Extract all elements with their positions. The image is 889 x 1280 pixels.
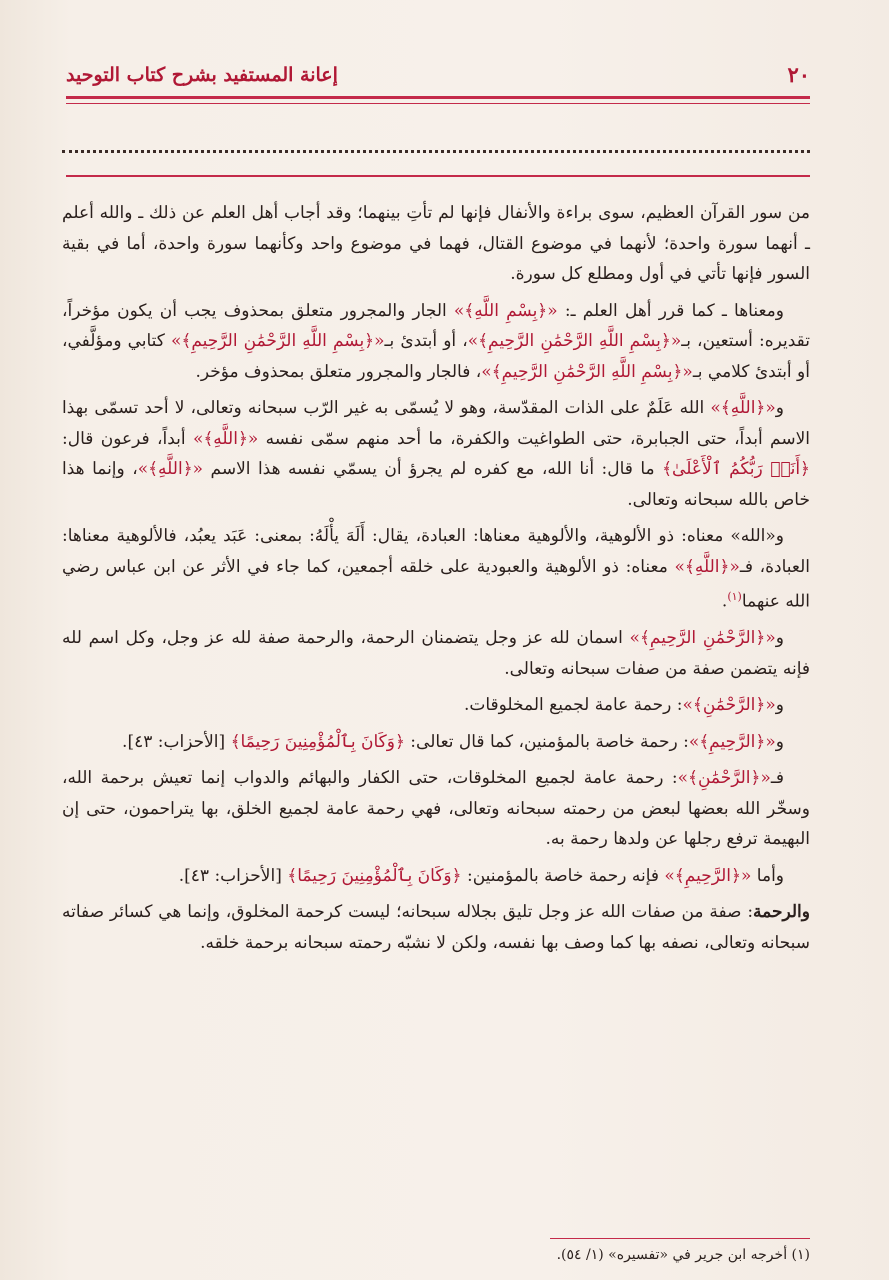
text-segment: كتابي ومؤلَّفي، أو أبتدئ كلامي بـ bbox=[62, 331, 810, 382]
quran-citation: «﴿بِسْمِ اللَّهِ الرَّحْمَٰنِ الرَّحِيمِ﴾» bbox=[467, 331, 682, 351]
paragraph bbox=[62, 521, 810, 617]
text-segment: و bbox=[775, 398, 784, 418]
quran-citation: «﴿الرَّحْمَٰنِ الرَّحِيمِ﴾» bbox=[629, 628, 776, 649]
paragraph bbox=[62, 296, 810, 388]
text-segment: : صفة من صفات الله عز وجل تليق بجلاله سبحانه؛ ليست كرحمة المخلوق، وإنما هي كسائر صفاته سبحانه وتعالى، نصفه بها كما وصف بها نفسه، ولكن لا نشبّه رحمته سبحانه برحمة خلقه. bbox=[62, 902, 810, 953]
text-segment: و bbox=[775, 695, 784, 716]
text-segment: فإنه رحمة خاصة بالمؤمنين: bbox=[461, 865, 665, 886]
text-segment: و bbox=[775, 628, 784, 649]
text-segment: ، أو أبتدئ بـ bbox=[384, 331, 468, 351]
quran-citation: ﴿أَنَا۠ رَبُّكُمُ ٱلْأَعْلَىٰ﴾ bbox=[662, 459, 811, 479]
paragraph bbox=[62, 727, 810, 758]
quran-citation: «﴿الرَّحِيمِ﴾» bbox=[688, 731, 776, 752]
footnote-rule bbox=[550, 1238, 810, 1239]
text-segment: : رحمة خاصة بالمؤمنين، كما قال تعالى: bbox=[404, 731, 689, 752]
text-segment: من سور القرآن العظيم، سوى براءة والأنفال فإنها لم تأتِ بينهما؛ وقد أجاب أهل العلم عن ذلك ـ والله أعلم ـ أنهما سورة واحدة؛ لأنهما في موضوع القتال، فهما في موضوع واحد وكأنهما سورة واحدة، أما في بقية السور فإنها تأتي في أول ومطلع كل سورة. bbox=[62, 203, 810, 284]
paragraph bbox=[62, 897, 810, 958]
text-segment: الجار والمجرور متعلق بمحذوف يجب أن يكون مؤخراً، تقديره: أستعين، بـ bbox=[62, 300, 810, 351]
text-segment: الله عَلَمٌ على الذات المقدّسة، وهو لا يُسمّى به غير الرّب سبحانه وتعالى، لا أحد تسمّى بهذا الاسم أبداً، حتى الجبابرة، حتى الطواغيت والكفرة، ما أحد منهم سمّى نفسه bbox=[62, 398, 810, 449]
quran-citation: ﴿وَكَانَ بِٱلْمُؤْمِنِينَ رَحِيمًا﴾ bbox=[287, 865, 462, 886]
quran-citation: «﴿الرَّحْمَٰنِ﴾» bbox=[682, 695, 776, 716]
text-segment: . bbox=[721, 591, 728, 612]
quran-citation: «﴿الرَّحِيمِ﴾» bbox=[664, 865, 752, 886]
text-segment: أبداً، فرعون قال: bbox=[62, 428, 193, 449]
running-title: إعانة المستفيد بشرح كتاب التوحيد bbox=[66, 64, 338, 86]
page-header bbox=[66, 62, 810, 92]
quran-citation: «﴿اللَّهِ﴾» bbox=[137, 459, 204, 479]
footnote-item: (١) أخرجه ابن جرير في «تفسيره» (١/ ٥٤). bbox=[556, 1247, 810, 1263]
header-rule-thin bbox=[66, 103, 810, 104]
quran-citation: «﴿بِسْمِ اللَّهِ الرَّحْمَٰنِ الرَّحِيمِ﴾» bbox=[481, 361, 693, 382]
text-segment: وأما bbox=[751, 865, 784, 886]
quran-citation: «﴿اللَّهِ﴾» bbox=[192, 428, 259, 449]
paragraph bbox=[62, 861, 810, 892]
paragraph bbox=[62, 763, 810, 855]
paragraph bbox=[62, 690, 810, 721]
text-segment: و bbox=[775, 731, 784, 752]
text-segment: معناه: ذو الألوهية والعبودية على خلقه أجمعين، كما جاء في الأثر عن ابن عباس رضي الله عنهما bbox=[62, 556, 810, 612]
text-segment: ، فالجار والمجرور متعلق بمحذوف مؤخر. bbox=[195, 361, 482, 382]
quran-citation: «﴿اللَّهِ﴾» bbox=[674, 556, 740, 577]
text-segment: ومعناها ـ كما قرر أهل العلم ـ: bbox=[557, 300, 784, 321]
quran-citation: «﴿بِسْمِ اللَّهِ الرَّحْمَٰنِ الرَّحِيمِ﴾» bbox=[170, 331, 385, 351]
text-segment: [الأحزاب: ٤٣]. bbox=[122, 731, 231, 752]
quran-citation: «﴿الرَّحْمَٰنِ﴾» bbox=[677, 768, 771, 789]
footnote-ref: (١) bbox=[727, 590, 742, 603]
paragraph bbox=[62, 198, 810, 290]
text-segment: اسمان لله عز وجل يتضمنان الرحمة، والرحمة صفة لله عز وجل، وكل اسم لله فإنه يتضمن صفة من صفات سبحانه وتعالى. bbox=[62, 628, 810, 679]
paragraph bbox=[62, 393, 810, 515]
body-text bbox=[62, 198, 810, 964]
text-segment: ما قال: أنا الله، مع كفره لم يجرؤ أن يسمّي نفسه هذا الاسم bbox=[203, 459, 663, 479]
section-rule bbox=[66, 175, 810, 177]
text-segment: : رحمة عامة لجميع المخلوقات، حتى الكفار والبهائم والدواب إنما تعيش برحمة الله، وسخّر الله بعضها لبعض من رحمته سبحانه وتعالى، فهي رحمة عامة لجميع الخلق، بها يتراحمون، حتى إن البهيمة ترفع رجلها عن ولدها رحمة به. bbox=[62, 768, 810, 850]
quran-citation: «﴿بِسْمِ اللَّهِ﴾» bbox=[453, 300, 558, 321]
quran-citation: ﴿وَكَانَ بِٱلْمُؤْمِنِينَ رَحِيمًا﴾ bbox=[230, 731, 405, 752]
text-segment: [الأحزاب: ٤٣]. bbox=[178, 865, 288, 886]
quran-citation: «﴿اللَّهِ﴾» bbox=[710, 398, 776, 418]
text-segment: : رحمة عامة لجميع المخلوقات. bbox=[463, 695, 683, 716]
page-number: ٢٠ bbox=[787, 62, 810, 87]
paragraph bbox=[62, 623, 810, 684]
text-segment: ، وإنما هذا خاص بالله سبحانه وتعالى. bbox=[62, 459, 810, 510]
header-rule-thick bbox=[66, 96, 810, 99]
dotted-separator bbox=[62, 138, 810, 153]
text-segment: و«الله» معناه: ذو الألوهية، والألوهية معناها: العبادة، يقال: أَلَهَ يأْلَهُ: بمعنى: عَبَد يعبُد، فالألوهية معناها: العبادة، فـ bbox=[62, 526, 810, 577]
bold-term: والرحمة bbox=[753, 902, 810, 923]
footnotes bbox=[210, 1247, 810, 1263]
text-segment: فـ bbox=[770, 768, 784, 789]
